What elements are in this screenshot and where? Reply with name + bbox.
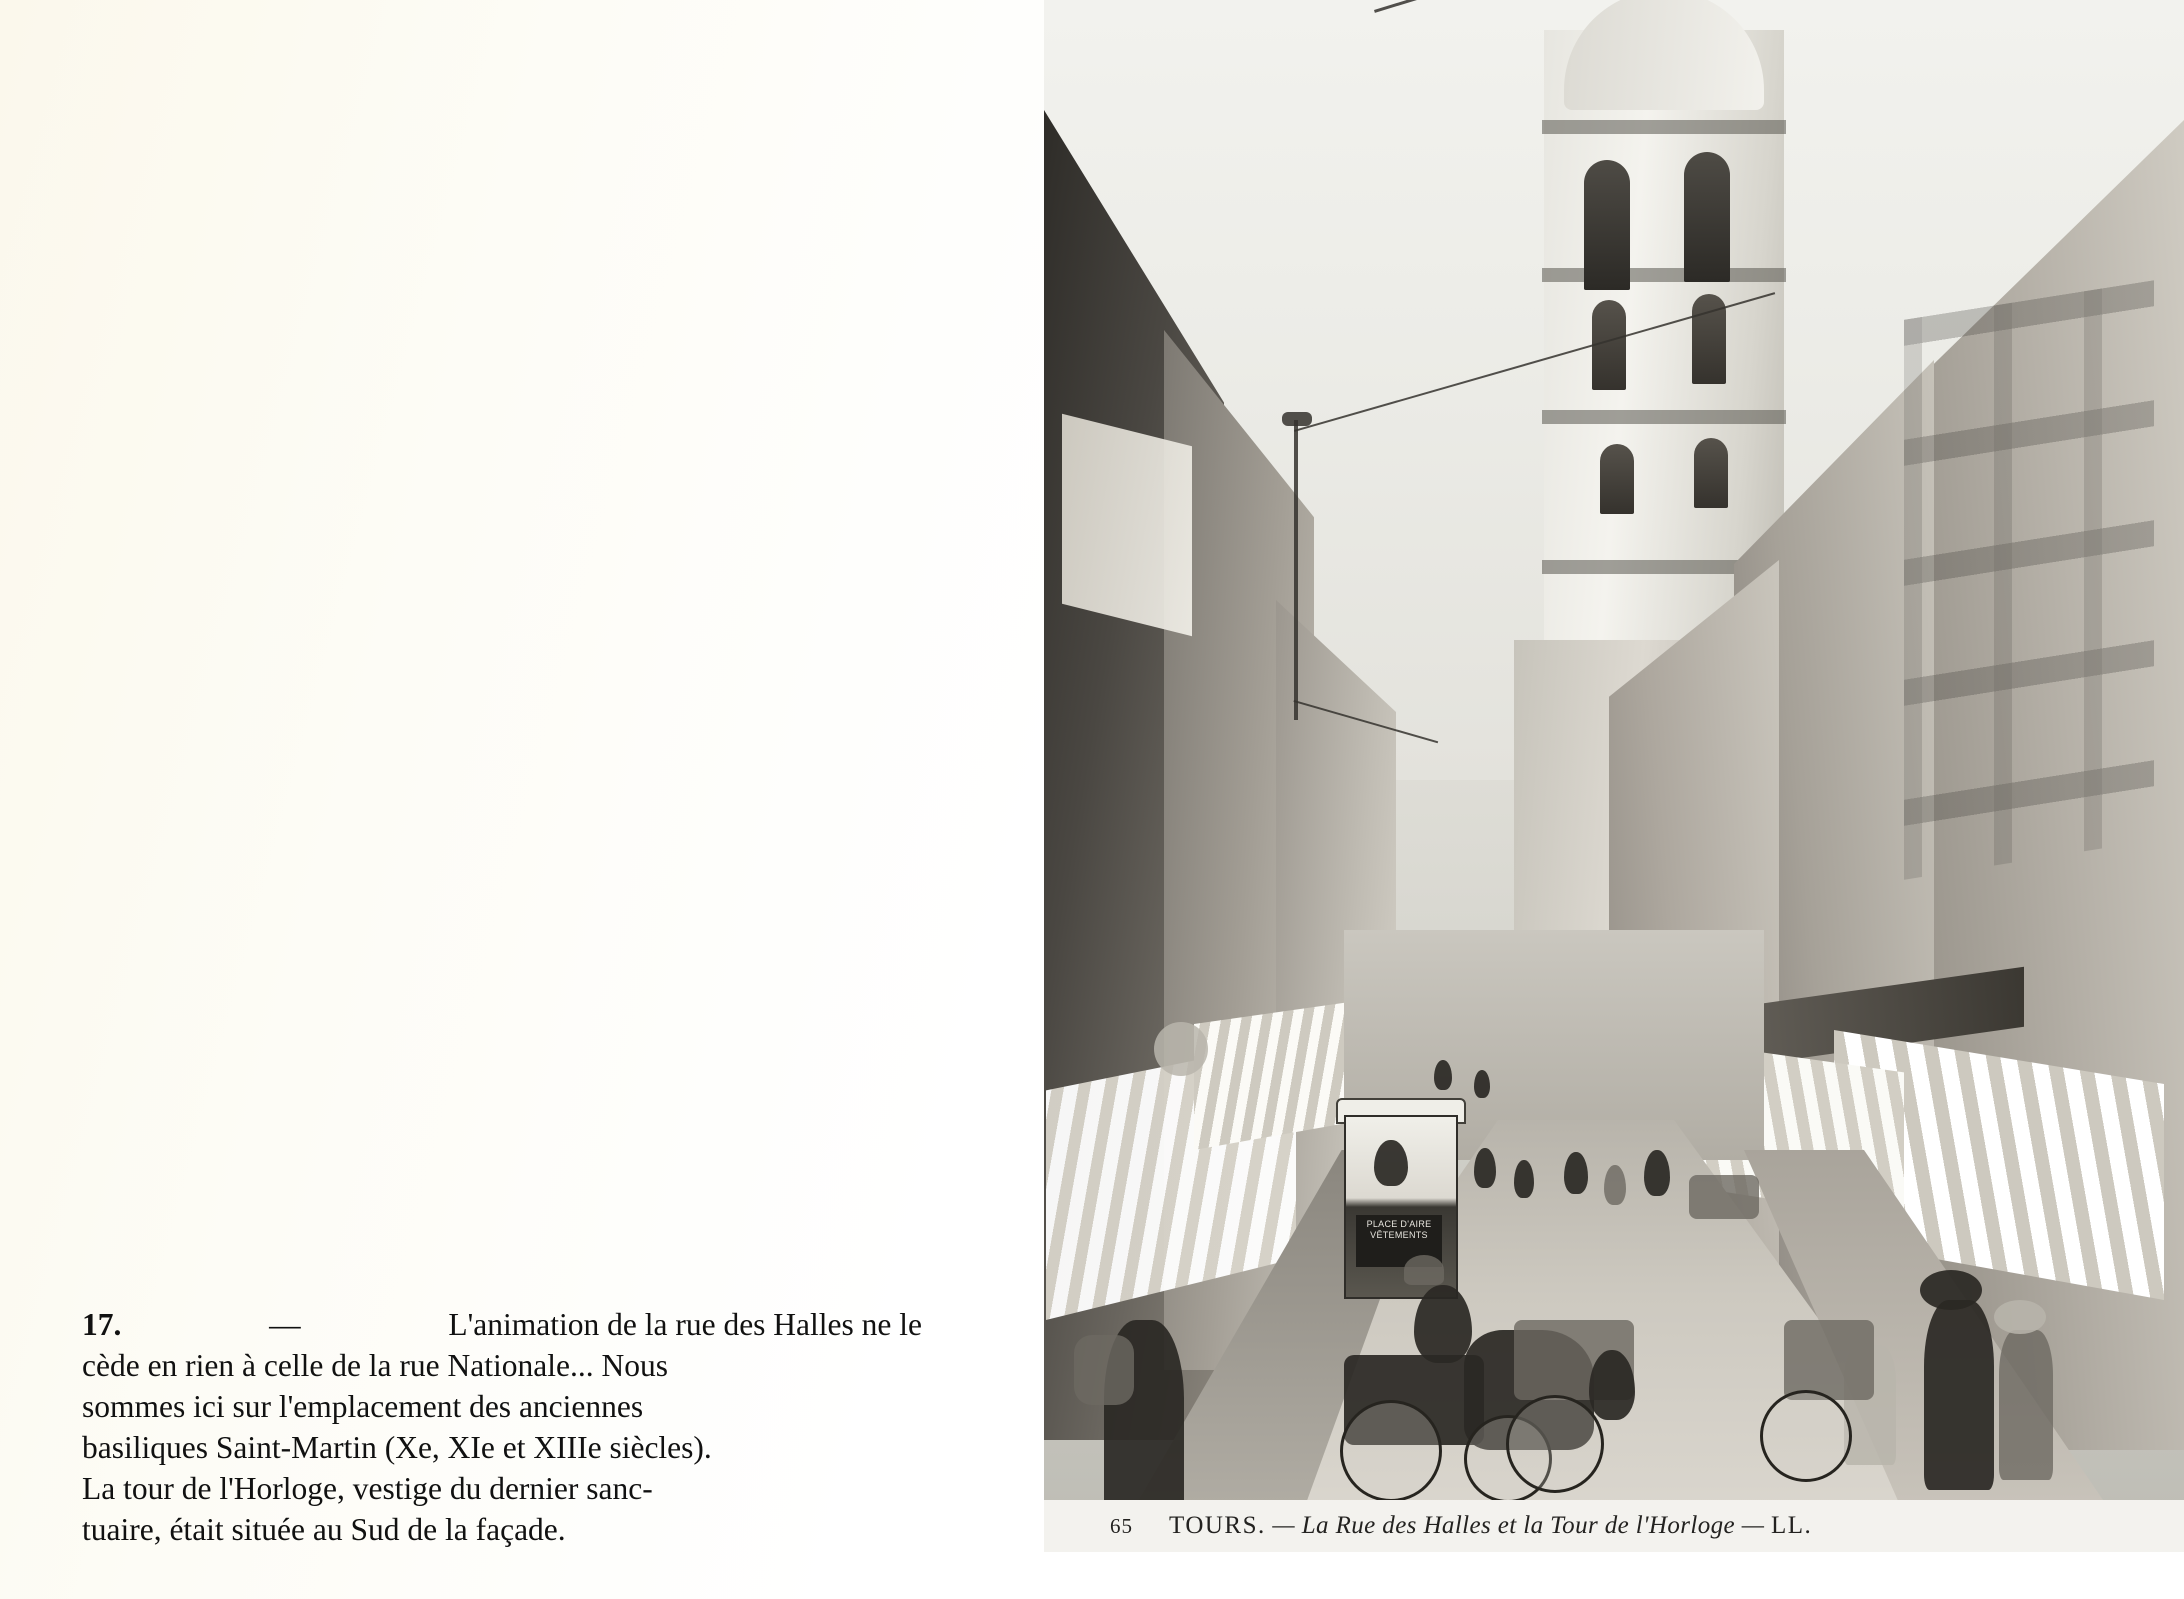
postcard-publisher: LL. [1770,1512,1813,1539]
tower-band [1542,268,1786,282]
tower-window [1600,444,1634,514]
pedestrian [1589,1350,1635,1420]
caption-line-4: basiliques Saint-Martin (Xe, XIe et XIIIe siècles). [82,1429,712,1465]
bundle [1074,1335,1134,1405]
caption-line-5: La tour de l'Horloge, vestige du dernier sanc- [82,1470,653,1506]
handcart-wheel [1506,1395,1604,1493]
left-shop-disc-sign [1154,1022,1208,1076]
postcard-sep-1: — [1272,1512,1296,1539]
caption-line-1-text: L'animation de la rue des Halles ne le [448,1307,922,1342]
distant-pedestrian [1564,1152,1588,1194]
tower-band [1542,120,1786,134]
caption-number: 17. [82,1307,122,1342]
carriage-wheel [1340,1400,1442,1502]
distant-pedestrian [1604,1165,1626,1205]
pedestrian-hat [1994,1300,2046,1334]
caption-line-6: tuaire, était située au Sud de la façade. [82,1511,566,1547]
postcard-title: La Rue des Halles et la Tour de l'Horloge [1301,1512,1736,1539]
distant-pedestrian [1644,1150,1670,1196]
pedestrian-woman [1924,1300,1994,1490]
distant-pedestrian [1514,1160,1534,1198]
pedestrian [1999,1330,2053,1480]
street-cart-wheel [1760,1390,1852,1482]
caption-line-1 [82,1305,922,1346]
tower-window [1694,438,1728,508]
tower-window [1584,160,1630,290]
page-caption-text [82,1305,922,1551]
postcard-number: 65 [1110,1513,1133,1538]
right-building-windows [1904,280,2154,880]
distant-pedestrian [1474,1148,1496,1188]
caption-dash: — [269,1307,301,1342]
postcard-caption-text [1169,1512,1812,1540]
caption-line-2: cède en rien à celle de la rue Nationale... Nous [82,1347,668,1383]
distant-pedestrian [1434,1060,1452,1090]
tram-advert-sign: PLACE D'AIRE VÊTEMENTS [1356,1215,1442,1267]
tower-window [1684,152,1730,282]
photo-canvas [1044,0,2184,1552]
street-cart [1784,1320,1874,1400]
left-shop-sign [1062,414,1192,636]
postcard-sep-2: — [1741,1512,1765,1539]
tram-passenger [1374,1140,1408,1186]
wire-insulator [1282,412,1312,426]
driver-hat [1404,1255,1444,1285]
wire-pole [1294,420,1298,720]
pedestrian-hat [1920,1270,1982,1310]
caption-line-3: sommes ici sur l'emplacement des anciennes [82,1388,644,1424]
distant-cart [1689,1175,1759,1219]
distant-pedestrian [1474,1070,1490,1098]
postcard-city: TOURS. [1169,1512,1266,1539]
postcard-caption-bar [1044,1500,2184,1552]
postcard-photo [1044,0,2184,1552]
tower-band [1542,410,1786,424]
